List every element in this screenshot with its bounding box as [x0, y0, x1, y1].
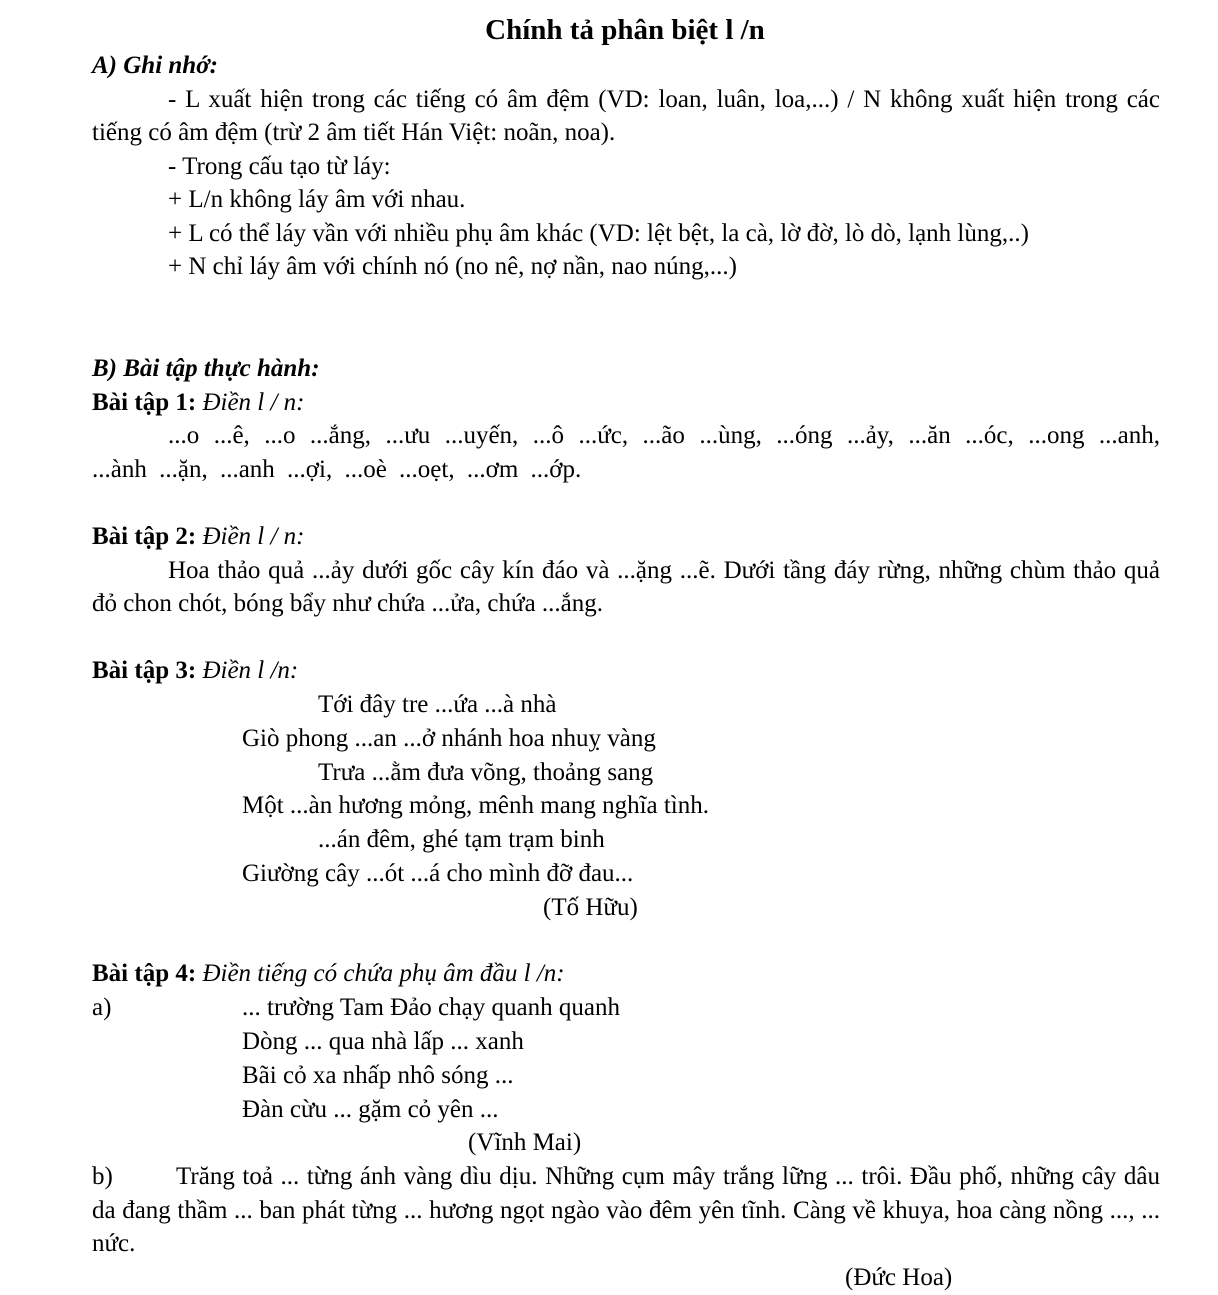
exercise-4a-label: a): [92, 994, 112, 1021]
exercise-4a-line-4: Đàn cừu ... gặm cỏ yên ...: [242, 1096, 499, 1123]
section-b-heading: B) Bài tập thực hành:: [92, 355, 320, 382]
exercise-4b-text: Trăng toả ... từng ánh vàng dìu dịu. Những cụm mây trắng lững ... trôi. Đầu phố, những cây dâu da đang thầm ... ban phát từng ... hương ngọt ngào vào đêm yên tĩnh. Càng về khuya, hoa càng nồng ..., ... nức.: [92, 1163, 1160, 1257]
exercise-4b-label: b): [92, 1163, 113, 1190]
rule-paragraph-5: + N chỉ láy âm với chính nó (no nê, nợ nần, nao núng,...): [168, 253, 737, 280]
exercise-4b-author: (Đức Hoa): [845, 1264, 953, 1291]
exercise-4a-line-3: Bãi cỏ xa nhấp nhô sóng ...: [242, 1062, 514, 1089]
exercise-3: [92, 654, 1160, 688]
exercise-4a-line-1: ... trường Tam Đảo chạy quanh quanh: [242, 994, 620, 1021]
exercise-2-instruction: Điền l / n:: [202, 523, 305, 550]
section-b: [92, 352, 1160, 486]
exercise-1-label: Bài tập 1:: [92, 388, 197, 416]
poem-author: (Tố Hữu): [543, 894, 638, 921]
exercise-4-header: [92, 957, 1160, 991]
exercise-1-header: [92, 386, 1160, 420]
rule-paragraph-2: - Trong cấu tạo từ láy:: [168, 152, 391, 180]
exercise-4: [92, 957, 1160, 991]
poem-line-4: Một ...àn hương mỏng, mênh mang nghĩa tình.: [242, 792, 710, 819]
exercise-4-label: Bài tập 4:: [92, 960, 197, 987]
exercise-4b: [92, 1160, 1160, 1261]
poem-line-3: Trưa ...ằm đưa võng, thoảng sang: [318, 759, 654, 786]
exercise-2-label: Bài tập 2:: [92, 523, 197, 550]
exercise-3-header: [92, 654, 1160, 688]
page-title: Chính tả phân biệt l /n: [485, 14, 765, 46]
poem-line-6: Giường cây ...ót ...á cho mình đỡ đau...: [242, 860, 634, 887]
exercise-2-header: [92, 520, 1160, 554]
rule-paragraph-4: + L có thể láy vần với nhiều phụ âm khác (VD: lệt bệt, la cà, lờ đờ, lò dò, lạnh lùng,..): [168, 219, 1029, 247]
exercise-1-instruction: Điền l / n:: [202, 388, 305, 416]
exercise-4a-author: (Vĩnh Mai): [468, 1129, 582, 1156]
exercise-2: [92, 520, 1160, 621]
section-a: [92, 49, 1160, 284]
rule-paragraph-1: - L xuất hiện trong các tiếng có âm đệm (VD: loan, luân, loa,...) / N không xuất hiện trong các tiếng có âm đệm (trừ 2 âm tiết Hán Việt: noãn, noa).: [92, 85, 1160, 146]
exercise-3-instruction: Điền l /n:: [202, 657, 299, 684]
poem-line-2: Giò phong ...an ...ở nhánh hoa nhuỵ vàng: [242, 725, 656, 752]
poem-line-5: ...án đêm, ghé tạm trạm binh: [318, 826, 605, 853]
poem-line-1: Tới đây tre ...ứa ...à nhà: [318, 691, 557, 718]
section-a-heading: A) Ghi nhớ:: [92, 52, 218, 79]
exercise-1-text: ...o ...ê, ...o ...ắng, ...ưu ...uyến, ...ô ...ức, ...ão ...ùng, ...óng ...ảy, ...ăn ...óc, ...ong ...anh, ...ành ...ặn, ...anh ...ợi, ...oè ...oẹt, ...ơm ...ớp.: [92, 422, 1160, 483]
exercise-2-text: Hoa thảo quả ...ảy dưới gốc cây kín đáo và ...ặng ...ẽ. Dưới tầng đáy rừng, những chùm thảo quả đỏ chon chót, bóng bẩy như chứa ...ửa, chứa ...ắng.: [92, 556, 1160, 617]
exercise-3-label: Bài tập 3:: [92, 657, 197, 684]
rule-paragraph-3: + L/n không láy âm với nhau.: [168, 186, 466, 213]
exercise-4-instruction: Điền tiếng có chứa phụ âm đầu l /n:: [202, 960, 565, 987]
exercise-4a-line-2: Dòng ... qua nhà lấp ... xanh: [242, 1028, 524, 1055]
